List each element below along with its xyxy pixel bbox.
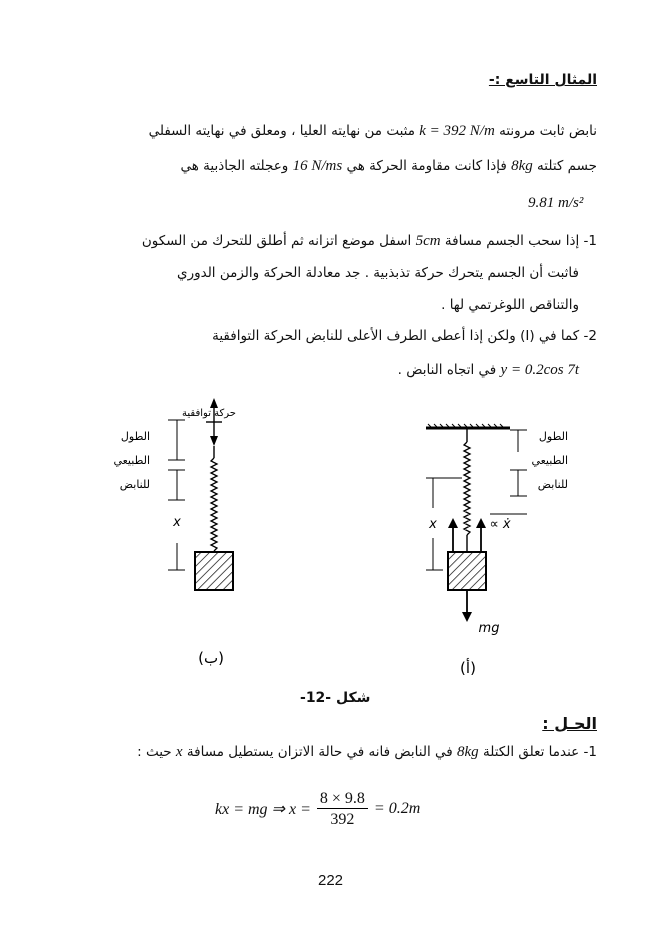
arrow-up-icon [448, 518, 458, 528]
equation-left: kx = mg ⇒ x = [215, 801, 311, 818]
caption-b: (ب) [198, 649, 224, 667]
problem-text: مثبت من نهايته العليا ، ومعلق في نهايته السفلي [148, 123, 415, 139]
natural-length-label: الطول [120, 430, 150, 443]
problem-text: وعجلته الجاذبية هي [180, 158, 289, 174]
spring [464, 442, 470, 535]
x-variable: x [175, 744, 183, 760]
equilibrium-equation [215, 786, 420, 832]
x-label: x [173, 515, 181, 530]
damping-label: ∝ ẋ [489, 517, 511, 532]
solution-number: 1- [583, 744, 597, 760]
problem-text: جسم كتلته [537, 158, 597, 174]
resistance-value: 16 N/ms [292, 158, 343, 174]
question-number: 1- [583, 233, 597, 249]
fraction [317, 790, 368, 829]
gravity-value: 9.81 m/s² [528, 195, 584, 211]
example-heading: المثال التاسع :- [488, 72, 597, 88]
question-1-line-2: فاثبت أن الجسم يتحرك حركة تذبذبية . جد معادلة الحركة والزمن الدوري [177, 265, 579, 281]
natural-length-label: الطول [538, 430, 568, 443]
natural-length-label: للنابض [119, 478, 150, 491]
question-text: إذا سحب الجسم مسافة [444, 233, 580, 249]
harmonic-equation: y = 0.2cos 7t [500, 362, 579, 378]
question-1-line-3: والتناقص اللوغرتمي لها . [441, 297, 579, 313]
x-label: x [429, 517, 437, 532]
solution-text: في النابض فانه في حالة الاتزان يستطيل مسافة [186, 744, 453, 760]
question-text: في اتجاه النابض . [397, 362, 497, 378]
fraction-numerator: 8 × 9.8 [317, 790, 368, 809]
weight-label: mg [478, 621, 500, 636]
caption-a: (أ) [460, 659, 476, 677]
natural-length-label: الطبيعي [531, 454, 568, 467]
arrow-down-icon [210, 436, 218, 446]
mass-value: 8kg [457, 744, 479, 760]
problem-line-3 [528, 192, 583, 212]
page-number: 222 [318, 872, 344, 889]
question-2-line-2 [398, 362, 579, 379]
mass-block [448, 552, 486, 590]
problem-text: فإذا كانت مقاومة الحركة هي [346, 158, 507, 174]
fraction-denominator: 392 [330, 810, 355, 828]
problem-line-2 [181, 158, 597, 175]
figure-b [113, 398, 236, 667]
solution-text: عندما تعلق الكتلة [482, 744, 580, 760]
spring-mass-figure [0, 388, 659, 708]
arrow-down-icon [462, 612, 472, 622]
natural-length-label: للنابض [537, 478, 568, 491]
arrow-up-icon [476, 518, 486, 528]
problem-text: نابض ثابت مرونته [499, 123, 597, 139]
figure-a [426, 424, 568, 677]
question-1-line-1 [142, 233, 597, 250]
mass-block [195, 552, 233, 590]
solution-text: حيث : [137, 744, 172, 760]
question-number: 2- [583, 328, 597, 344]
solution-line-1 [137, 744, 597, 761]
harmonic-motion-label: حركة توافقية [182, 408, 236, 419]
spring-constant: k = 392 N/m [419, 123, 495, 139]
figure-number: شكل -12- [300, 690, 371, 706]
equation-right: = 0.2m [373, 800, 421, 817]
arrow-up-icon [210, 398, 218, 408]
question-2-line-1 [212, 328, 597, 344]
question-text: اسفل موضع اتزانه ثم أطلق للتحرك من السكون [141, 233, 412, 249]
displacement-value: 5cm [415, 233, 441, 249]
natural-length-label: الطبيعي [113, 454, 150, 467]
mass-value: 8kg [511, 158, 533, 174]
solution-heading: الحـل : [542, 714, 597, 733]
question-text: كما في (I) ولكن إذا أعطى الطرف الأعلى للنابض الحركة التوافقية [212, 328, 580, 344]
spring [211, 458, 217, 551]
problem-line-1 [149, 123, 597, 140]
